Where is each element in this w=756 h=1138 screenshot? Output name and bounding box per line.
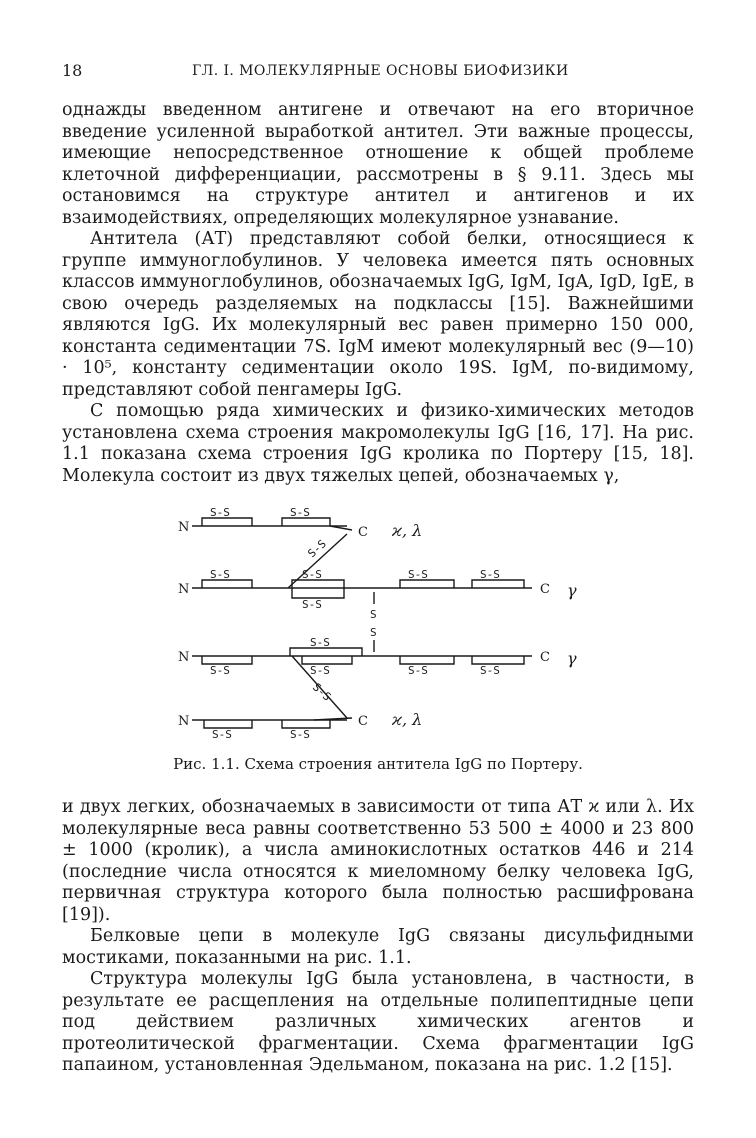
paragraph: С помощью ряда химических и физико-химических методов установлена схема строения макромолекулы IgG [16, 17]. На рис. 1.1 показана схема строения IgG кролика по Портеру [15, 18]. Молекула состоит из двух тяжелых цепей, обозначаемых γ, [62,401,694,486]
paragraph: Белковые цепи в молекуле IgG связаны дисульфидными мостиками, показанными на рис. 1.1. [62,926,694,968]
c-terminus-label: C [358,714,368,729]
running-head: ГЛ. I. МОЛЕКУЛЯРНЫЕ ОСНОВЫ БИОФИЗИКИ [192,63,569,79]
n-terminus-label: N [178,714,190,729]
disulfide-label: S-S [302,568,322,581]
n-terminus-label: N [178,520,190,535]
n-terminus-label: N [178,582,190,597]
disulfide-label: S-S [290,728,310,741]
n-terminus-label: N [178,650,190,665]
body-text-bottom [62,797,694,1077]
paragraph: однажды введенном антигене и отвечают на его вторичное введение усиленной выработкой антител. Эти важные процессы, имеющие непосредственное отношение к общей проблеме клеточной дифференциации, рассмотрены в § 9.11. Здесь мы остановимся на структуре антител и антигенов и их взаимодействиях, определяющих молекулярное узнавание. [62,100,694,228]
disulfide-label: S-S [212,728,232,741]
disulfide-label: S-S [290,506,310,519]
disulfide-label: S-S [302,598,322,611]
heavy-chain-type-label: γ [567,581,577,600]
disulfide-label: S-S [210,506,230,519]
disulfide-label: S-S [408,664,428,677]
heavy-chain-type-label: γ [567,649,577,668]
light-chain-type-label: ϰ, λ [392,521,423,540]
c-terminus-label: C [540,582,550,597]
disulfide-label: S-S [310,636,330,649]
disulfide-label: S-S [310,664,330,677]
disulfide-label: S-S [309,680,334,704]
paragraph: Структура молекулы IgG была установлена, в частности, в результате ее расщепления на отдельные полипептидные цепи под действием различных химических агентов и протеолитической фрагментации. Схема фрагментации IgG папаином, установленная Эдельманом, показана на рис. 1.2 [15]. [62,969,694,1075]
disulfide-label: S-S [210,568,230,581]
light-chain-type-label: ϰ, λ [392,710,423,729]
sulfur-label: S [370,626,377,639]
sulfur-label: S [370,608,377,621]
disulfide-label: S-S [408,568,428,581]
c-terminus-label: C [540,650,550,665]
body-text-top [62,100,694,487]
page-header [62,58,694,84]
paragraph: Антитела (АТ) представляют собой белки, относящиеся к группе иммуноглобулинов. У человека имеется пять основных классов иммуноглобулинов, обозначаемых IgG, IgM, IgA, IgD, IgE, в свою очередь разделяемых на подклассы [15]. Важнейшими являются IgG. Их молекулярный вес равен примерно 150 000, константа седиментации 7S. IgM имеют молекулярный вес (9—10) · 10⁵, константу седиментации около 19S. IgM, по-видимому, представляют собой пенгамеры IgG. [62,229,694,400]
page-number: 18 [62,61,83,80]
figure-igg-scheme [62,496,694,796]
figure-caption: Рис. 1.1. Схема строения антитела IgG по Портеру. [173,755,583,773]
disulfide-label: S-S [480,568,500,581]
disulfide-label: S-S [480,664,500,677]
c-terminus-label: C [358,525,368,540]
disulfide-label: S-S [210,664,230,677]
disulfide-label: S-S [305,537,329,561]
paragraph: и двух легких, обозначаемых в зависимости от типа АТ ϰ или λ. Их молекулярные веса равны соответственно 53 500 ± 4000 и 23 800 ± 1000 (кролик), а числа аминокислотных остатков 446 и 214 (последние числа относятся к миеломному белку человека IgG, первичная структура которого была полностью расшифрована [19]). [62,797,694,925]
igg-diagram [62,496,694,746]
